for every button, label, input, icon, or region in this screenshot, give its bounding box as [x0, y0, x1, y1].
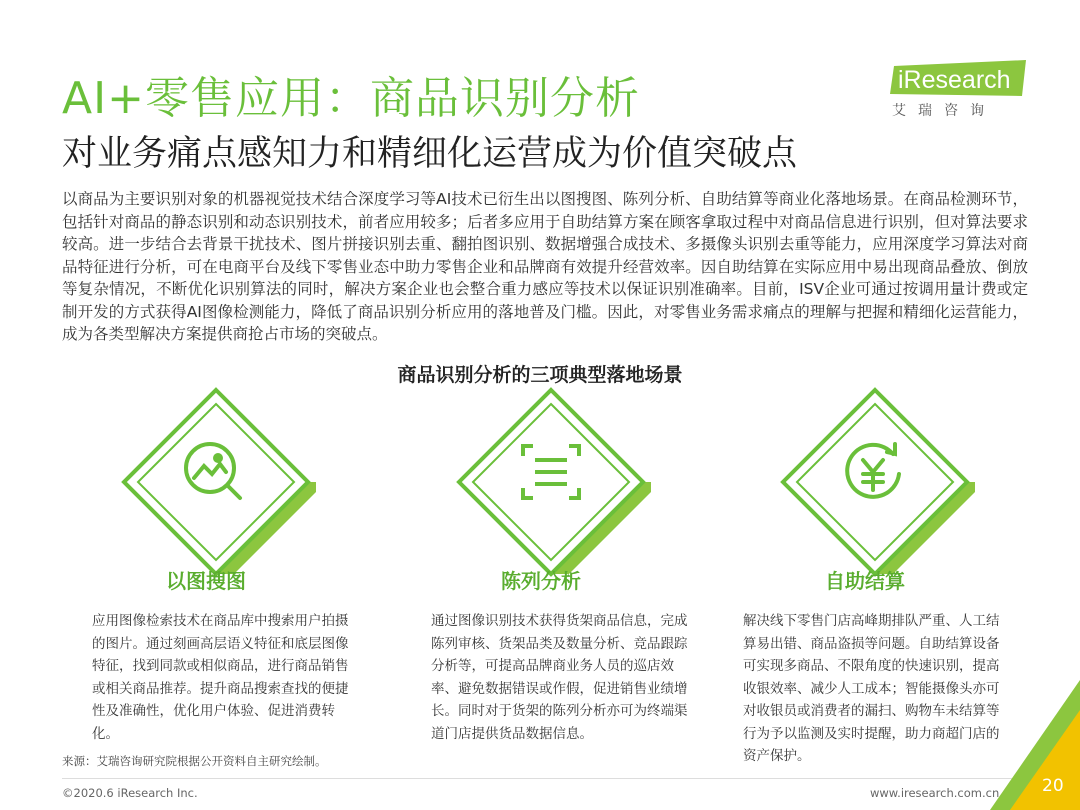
- copyright-text: ©2020.6 iResearch Inc.: [62, 786, 198, 800]
- card-text-self-checkout: 解决线下零售门店高峰期排队严重、人工结算易出错、商品盗损等问题。自助结算设备可实现多商品、不限角度的快速识别，提高收银效率、减少人工成本；智能摄像头亦可对收银员或消费者的漏扫、购物车未结算等行为予以监测及实时提醒，助力商超门店的资产保护。: [743, 613, 1000, 764]
- iresearch-logo: [890, 56, 1030, 126]
- page-corner-decoration: [990, 680, 1080, 810]
- diamond-shelf-analysis: [451, 382, 651, 582]
- website-link[interactable]: www.iresearch.com.cn: [870, 786, 1000, 800]
- logo-brand-text: iResearch: [898, 66, 1011, 94]
- card-title-shelf-analysis: 陈列分析: [501, 569, 581, 593]
- logo-tagline: 艾瑞咨询: [892, 103, 996, 119]
- page-number: 20: [1042, 776, 1064, 796]
- card-text-image-search: 应用图像检索技术在商品库中搜索用户拍摄的图片。通过刻画高层语义特征和底层图像特征，找到同款或相似商品，进行商品销售或相关商品推荐。提升商品搜索查找的便捷性及准确性，优化用户体验、促进消费转化。: [92, 613, 349, 742]
- card-title-image-search: 以图搜图: [166, 569, 246, 593]
- page-subtitle: 对业务痛点感知力和精细化运营成为价值突破点: [62, 134, 798, 174]
- page-title: AI+零售应用：商品识别分析: [62, 73, 640, 124]
- diamond-self-checkout: [775, 382, 975, 582]
- source-note: 来源：艾瑞咨询研究院根据公开资料自主研究绘制。: [62, 754, 327, 768]
- diamond-image-search: [116, 382, 316, 582]
- section-heading: 商品识别分析的三项典型落地场景: [397, 364, 683, 386]
- card-text-shelf-analysis: 通过图像识别技术获得货架商品信息，完成陈列审核、货架品类及数量分析、竞品跟踪分析等，可提高品牌商业务人员的巡店效率、避免数据错误或作假，促进销售业绩增长。同时对于货架的陈列分析亦可为终端渠道门店提供货品数据信息。: [431, 613, 688, 742]
- card-title-self-checkout: 自助结算: [825, 569, 905, 593]
- footer-divider: [62, 778, 1020, 779]
- intro-paragraph: 以商品为主要识别对象的机器视觉技术结合深度学习等AI技术已衍生出以图搜图、陈列分析、自助结算等商业化落地场景。在商品检测环节，包括针对商品的静态识别和动态识别技术，前者应用较多；后者多应用于自助结算方案在顾客拿取过程中对商品信息进行识别，但对算法要求较高。进一步结合去背景干扰技术、图片拼接识别去重、翻拍图识别、数据增强合成技术、多摄像头识别去重等能力，应用深度学习算法对商品特征进行分析，可在电商平台及线下零售业态中助力零售企业和品牌商有效提升经营效率。因自助结算在实际应用中易出现商品叠放、倒放等复杂情况，不断优化识别算法的同时，解决方案企业也会整合重力感应等技术以保证识别准确率。目前，ISV企业可通过按调用量计费或定制开发的方式获得AI图像检测能力，降低了商品识别分析应用的落地普及门槛。因此，对零售业务需求痛点的理解与把握和精细化运营能力，成为各类型解决方案提供商抢占市场的突破点。: [62, 190, 1028, 343]
- logo-mark: [890, 56, 1030, 100]
